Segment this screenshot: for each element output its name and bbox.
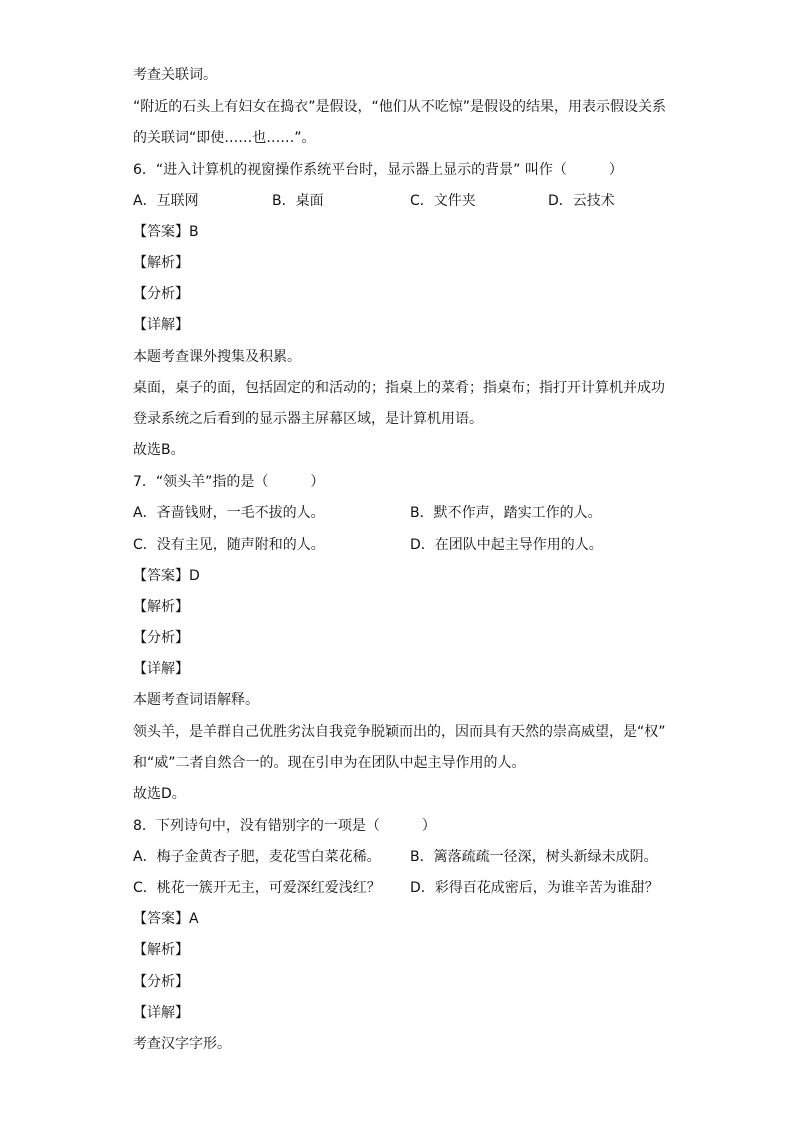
q8-option-a: A．梅子金黄杏子肥，麦花雪白菜花稀。 bbox=[133, 849, 381, 865]
q8-jiexi-heading: 【解析】 bbox=[133, 942, 189, 958]
q7-answer: 【答案】D bbox=[133, 568, 200, 584]
q8-explanation: 考查汉字字形。 bbox=[133, 1036, 231, 1052]
q7-explanation: 本题考查词语解释。 bbox=[133, 692, 259, 708]
q7-xiangjie-heading: 【详解】 bbox=[133, 661, 189, 677]
q7-explanation: 和“威”二者自然合一的。现在引申为在团队中起主导作用的人。 bbox=[133, 755, 526, 771]
q8-option-b: B．篱落疏疏一径深，树头新绿未成阴。 bbox=[410, 849, 658, 865]
q6-fenxi-heading: 【分析】 bbox=[133, 286, 189, 302]
question-8-stem: 8．下列诗句中，没有错别字的一项是（ ） bbox=[133, 818, 436, 834]
q8-option-c: C．桃花一簇开无主，可爱深红爱浅红？ bbox=[133, 880, 381, 896]
q7-option-b: B．默不作声，踏实工作的人。 bbox=[410, 505, 602, 521]
q8-xiangjie-heading: 【详解】 bbox=[133, 1005, 189, 1021]
q7-conclusion: 故选D。 bbox=[133, 786, 186, 802]
paragraph-text: 的关联词“即使……也……”。 bbox=[133, 130, 316, 146]
q6-option-d: D．云技术 bbox=[548, 193, 615, 209]
q8-fenxi-heading: 【分析】 bbox=[133, 974, 189, 990]
question-7-stem: 7．“领头羊”指的是（ ） bbox=[133, 474, 325, 490]
q6-option-a: A．互联网 bbox=[133, 193, 199, 209]
q7-fenxi-heading: 【分析】 bbox=[133, 630, 189, 646]
paragraph-text: “附近的石头上有妇女在捣衣”是假设，“他们从不吃惊”是假设的结果，用表示假设关系 bbox=[133, 99, 667, 115]
q6-xiangjie-heading: 【详解】 bbox=[133, 317, 189, 333]
q6-explanation: 本题考查课外搜集及积累。 bbox=[133, 349, 301, 365]
q6-option-b: B．桌面 bbox=[272, 193, 324, 209]
q8-answer: 【答案】A bbox=[133, 911, 199, 927]
q6-answer: 【答案】B bbox=[133, 224, 199, 240]
q7-option-c: C．没有主见，随声附和的人。 bbox=[133, 537, 325, 553]
q7-explanation: 领头羊，是羊群自己优胜劣汰自我竞争脱颖而出的，因而具有天然的崇高威望，是“权” bbox=[133, 724, 666, 740]
q6-option-c: C．文件夹 bbox=[410, 193, 476, 209]
q6-jiexi-heading: 【解析】 bbox=[133, 255, 189, 271]
q7-option-d: D．在团队中起主导作用的人。 bbox=[410, 537, 603, 553]
question-6-stem: 6．“进入计算机的视窗操作系统平台时，显示器上显示的背景” 叫作（ ） bbox=[133, 162, 623, 178]
q6-conclusion: 故选B。 bbox=[133, 442, 185, 458]
q6-explanation: 桌面，桌子的面，包括固定的和活动的；指桌上的菜肴；指桌布；指打开计算机并成功 bbox=[133, 380, 665, 396]
paragraph-text: 考查关联词。 bbox=[133, 67, 217, 83]
q8-option-d: D．彩得百花成密后，为谁辛苦为谁甜？ bbox=[410, 880, 659, 896]
q6-explanation: 登录系统之后看到的显示器主屏幕区域，是计算机用语。 bbox=[133, 411, 483, 427]
q7-option-a: A．吝啬钱财，一毛不拔的人。 bbox=[133, 505, 325, 521]
q7-jiexi-heading: 【解析】 bbox=[133, 599, 189, 615]
